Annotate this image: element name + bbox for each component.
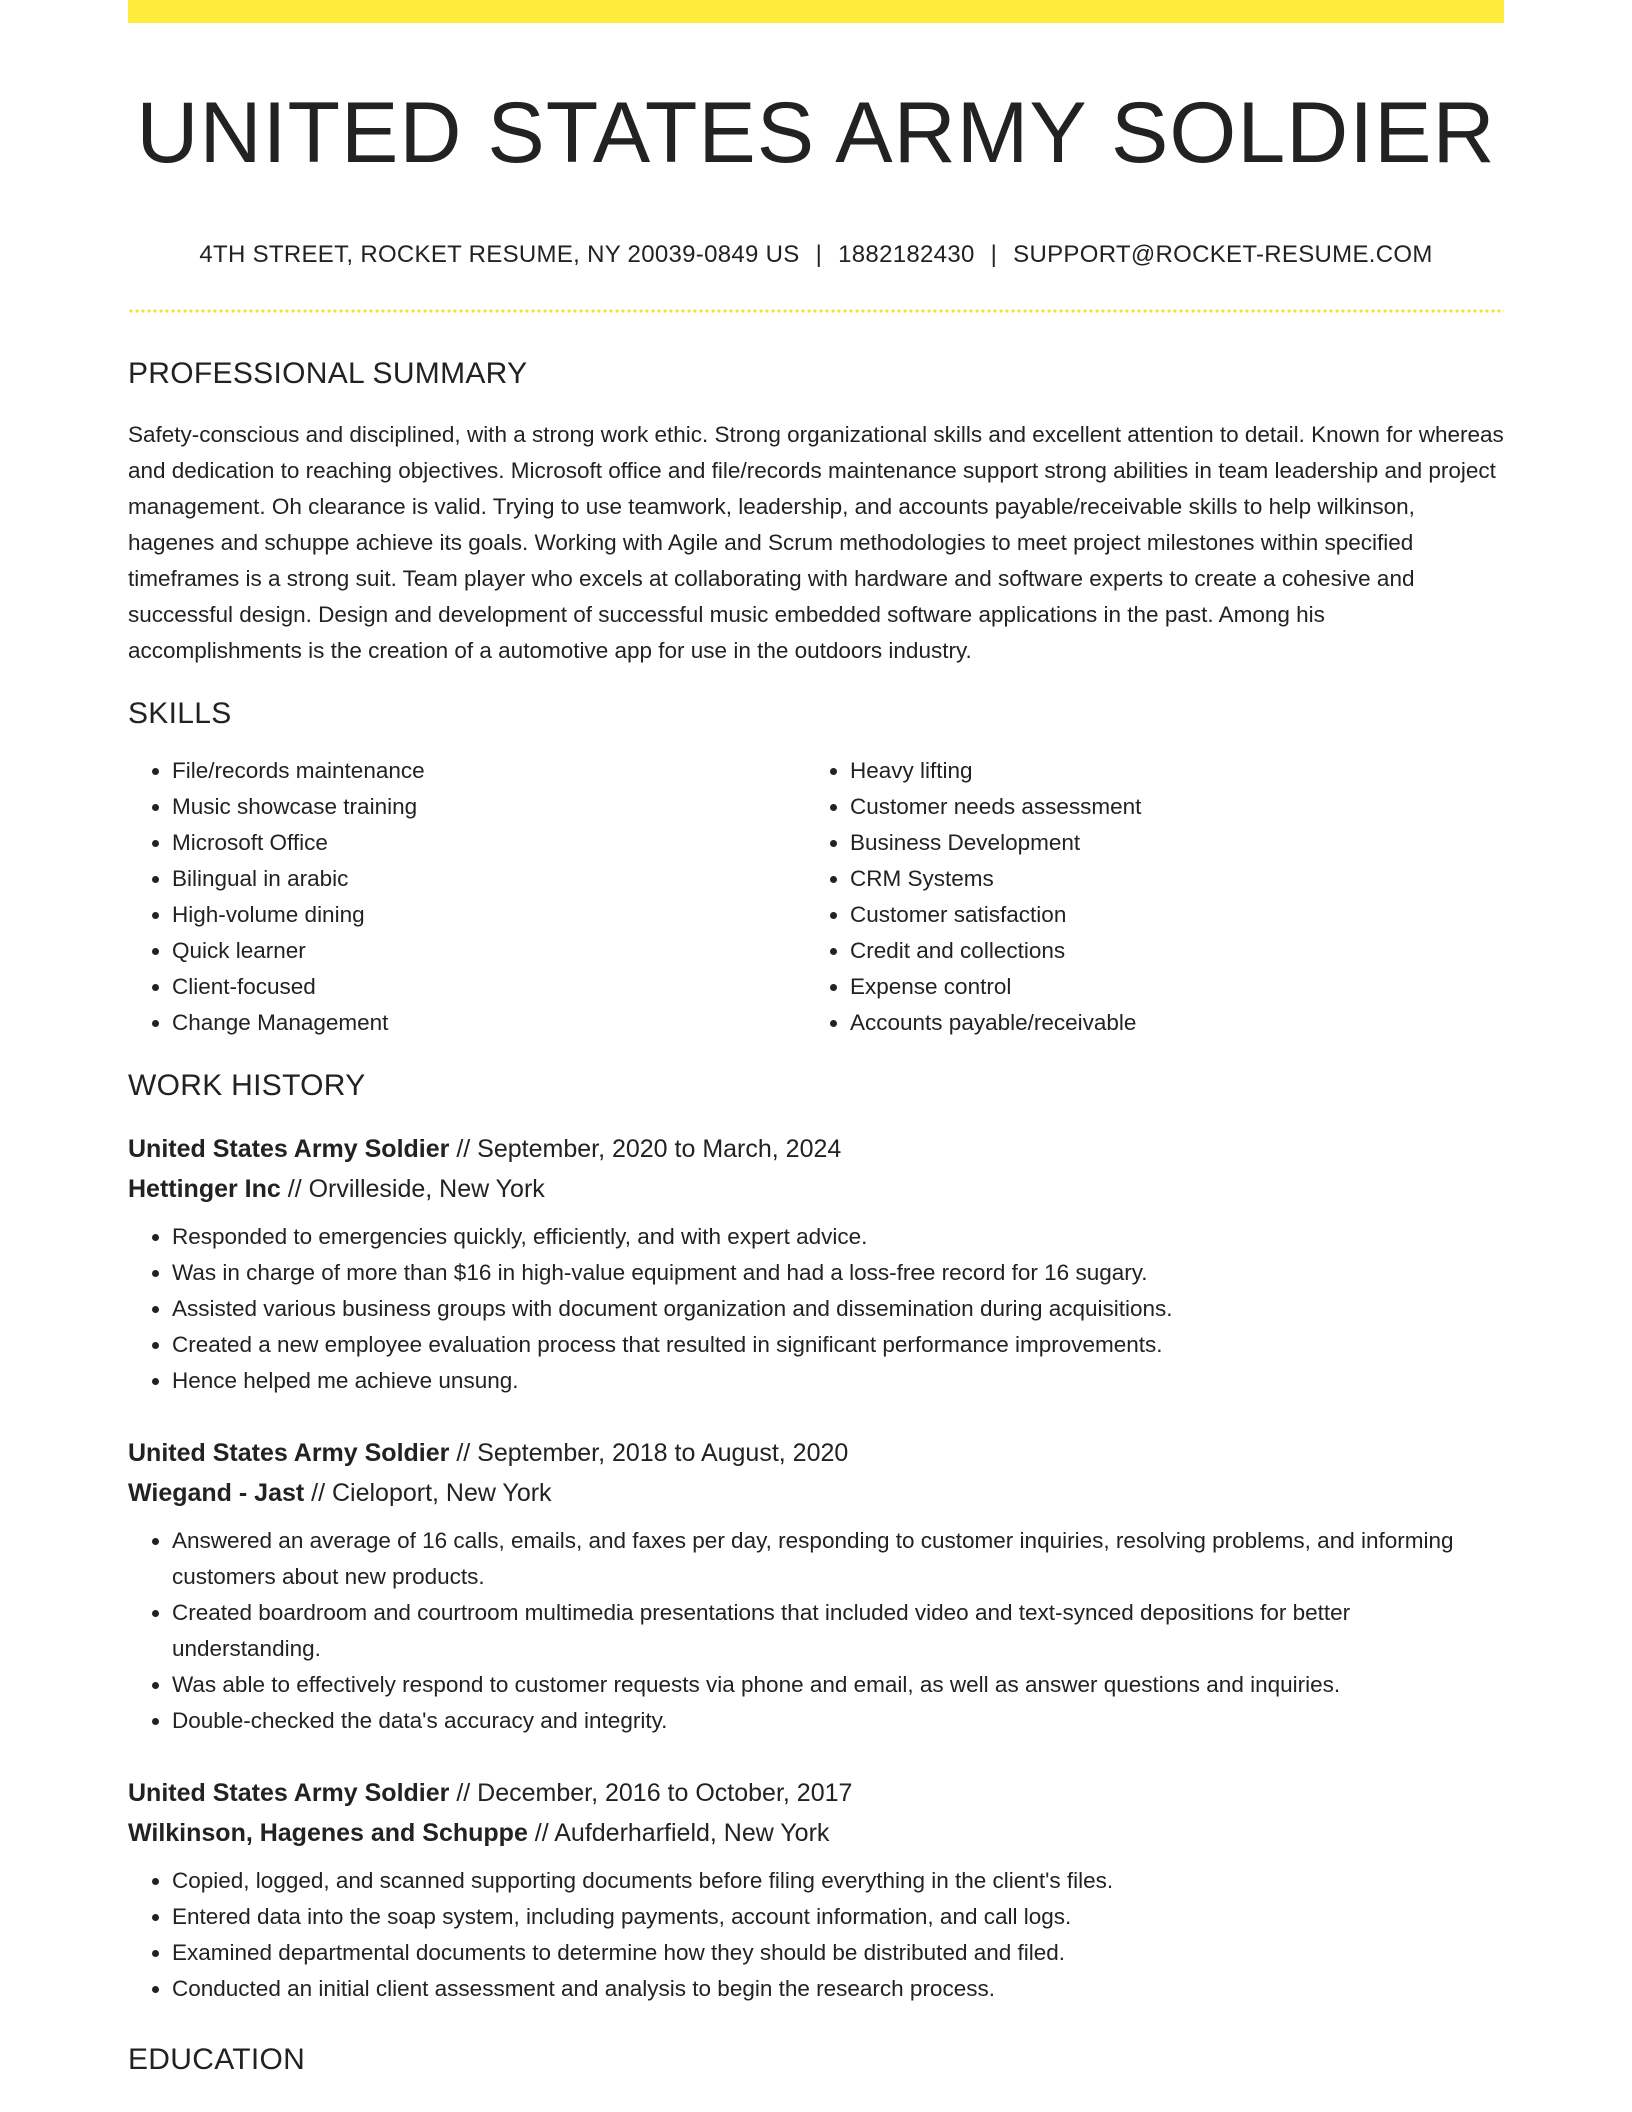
job-dates: // December, 2016 to October, 2017: [449, 1778, 853, 1807]
job-title-line: [128, 1129, 1504, 1169]
job-bullet: • Conducted an initial client assessment and analysis to begin the research process.: [172, 1971, 1504, 2007]
contact-separator: |: [815, 240, 823, 268]
job-company: Wiegand - Jast: [128, 1478, 305, 1507]
skill-item: • Heavy lifting: [850, 753, 1484, 789]
contact-phone: 1882182430: [838, 240, 975, 268]
education-heading: EDUCATION: [128, 2042, 306, 2076]
skills-columns: [128, 753, 1504, 1041]
job-bullet: • Copied, logged, and scanned supporting documents before filing everything in the client's files.: [172, 1863, 1504, 1899]
skills-right-list: [806, 753, 1484, 1041]
job-location: // Cieloport, New York: [304, 1478, 552, 1507]
summary-text: Safety-conscious and disciplined, with a strong work ethic. Strong organizational skills and excellent attention to detail. Known for whereas and dedication to reaching objectives. Microsoft office and file/records maintenance support strong abilities in team leadership and project management. Oh clearance is valid. Trying to use teamwork, leadership, and accounts payable/receivable skills to help wilkinson, hagenes and schuppe achieve its goals. Working with Agile and Scrum methodologies to meet project milestones within specified timeframes is a strong suit. Team player who excels at collaborating with hardware and software experts to create a cohesive and successful design. Design and development of successful music embedded software applications in the past. Among his accomplishments is the creation of a automotive app for use in the outdoors industry.: [128, 421, 1504, 663]
skill-item: • Credit and collections: [850, 933, 1484, 969]
skill-item: • Client-focused: [172, 969, 806, 1005]
job-role: United States Army Soldier: [128, 1438, 450, 1467]
job-title-line: [128, 1433, 1504, 1473]
resume-name: UNITED STATES ARMY SOLDIER: [136, 85, 1496, 181]
skill-item: • File/records maintenance: [172, 753, 806, 789]
job-bullet: • Responded to emergencies quickly, efficiently, and with expert advice.: [172, 1219, 1504, 1255]
skill-item: • Music showcase training: [172, 789, 806, 825]
job-bullet: • Created a new employee evaluation process that resulted in significant performance improvements.: [172, 1327, 1504, 1363]
job-role: United States Army Soldier: [128, 1778, 450, 1807]
job-bullet: • Answered an average of 16 calls, emails, and faxes per day, responding to customer inquiries, resolving problems, and informing customers about new products.: [172, 1523, 1504, 1595]
skill-item: • High-volume dining: [172, 897, 806, 933]
job-bullets: [128, 1863, 1504, 2007]
resume-page: [128, 0, 1504, 2077]
job-bullet: • Was able to effectively respond to customer requests via phone and email, as well as answer questions and inquiries.: [172, 1667, 1504, 1703]
contact-email: SUPPORT@ROCKET-RESUME.COM: [1013, 240, 1433, 268]
skill-item: • Business Development: [850, 825, 1484, 861]
job-dates: // September, 2018 to August, 2020: [449, 1438, 849, 1467]
job-title-line: [128, 1773, 1504, 1813]
skill-item: • Accounts payable/receivable: [850, 1005, 1484, 1041]
job-location: // Orvilleside, New York: [280, 1174, 545, 1203]
skill-item: • Quick learner: [172, 933, 806, 969]
skill-item: • CRM Systems: [850, 861, 1484, 897]
contact-separator: |: [990, 240, 998, 268]
job-bullets: [128, 1523, 1504, 1739]
work-history-heading: WORK HISTORY: [128, 1068, 366, 1102]
job-company-line: [128, 1473, 1504, 1513]
job-entry: [128, 1773, 1504, 2007]
job-bullet: • Was in charge of more than $16 in high-value equipment and had a loss-free record for 16 sugary.: [172, 1255, 1504, 1291]
summary-heading: PROFESSIONAL SUMMARY: [128, 356, 528, 390]
job-bullet: • Assisted various business groups with document organization and dissemination during acquisitions.: [172, 1291, 1504, 1327]
skill-item: • Customer needs assessment: [850, 789, 1484, 825]
job-role: United States Army Soldier: [128, 1134, 450, 1163]
job-bullet: • Hence helped me achieve unsung.: [172, 1363, 1504, 1399]
contact-line: [128, 241, 1504, 269]
job-entry: [128, 1433, 1504, 1739]
job-company: Hettinger Inc: [128, 1174, 281, 1203]
job-bullet: • Entered data into the soap system, including payments, account information, and call logs.: [172, 1899, 1504, 1935]
job-company-line: [128, 1813, 1504, 1853]
skills-left-list: [128, 753, 806, 1041]
job-company-line: [128, 1169, 1504, 1209]
job-location: // Aufderharfield, New York: [527, 1818, 830, 1847]
job-bullet: • Created boardroom and courtroom multimedia presentations that included video and text-synced depositions for better understanding.: [172, 1595, 1504, 1667]
skill-item: • Microsoft Office: [172, 825, 806, 861]
job-dates: // September, 2020 to March, 2024: [449, 1134, 842, 1163]
skill-item: • Change Management: [172, 1005, 806, 1041]
skills-heading: SKILLS: [128, 696, 232, 730]
skill-item: • Expense control: [850, 969, 1484, 1005]
contact-address: 4TH STREET, ROCKET RESUME, NY 20039-0849 US: [199, 240, 800, 268]
job-bullet: • Examined departmental documents to determine how they should be distributed and filed.: [172, 1935, 1504, 1971]
job-company: Wilkinson, Hagenes and Schuppe: [128, 1818, 528, 1847]
job-entry: [128, 1129, 1504, 1399]
job-bullet: • Double-checked the data's accuracy and integrity.: [172, 1703, 1504, 1739]
job-bullets: [128, 1219, 1504, 1399]
accent-bar: [128, 0, 1504, 23]
skill-item: • Bilingual in arabic: [172, 861, 806, 897]
dotted-divider: [128, 309, 1504, 313]
skill-item: • Customer satisfaction: [850, 897, 1484, 933]
